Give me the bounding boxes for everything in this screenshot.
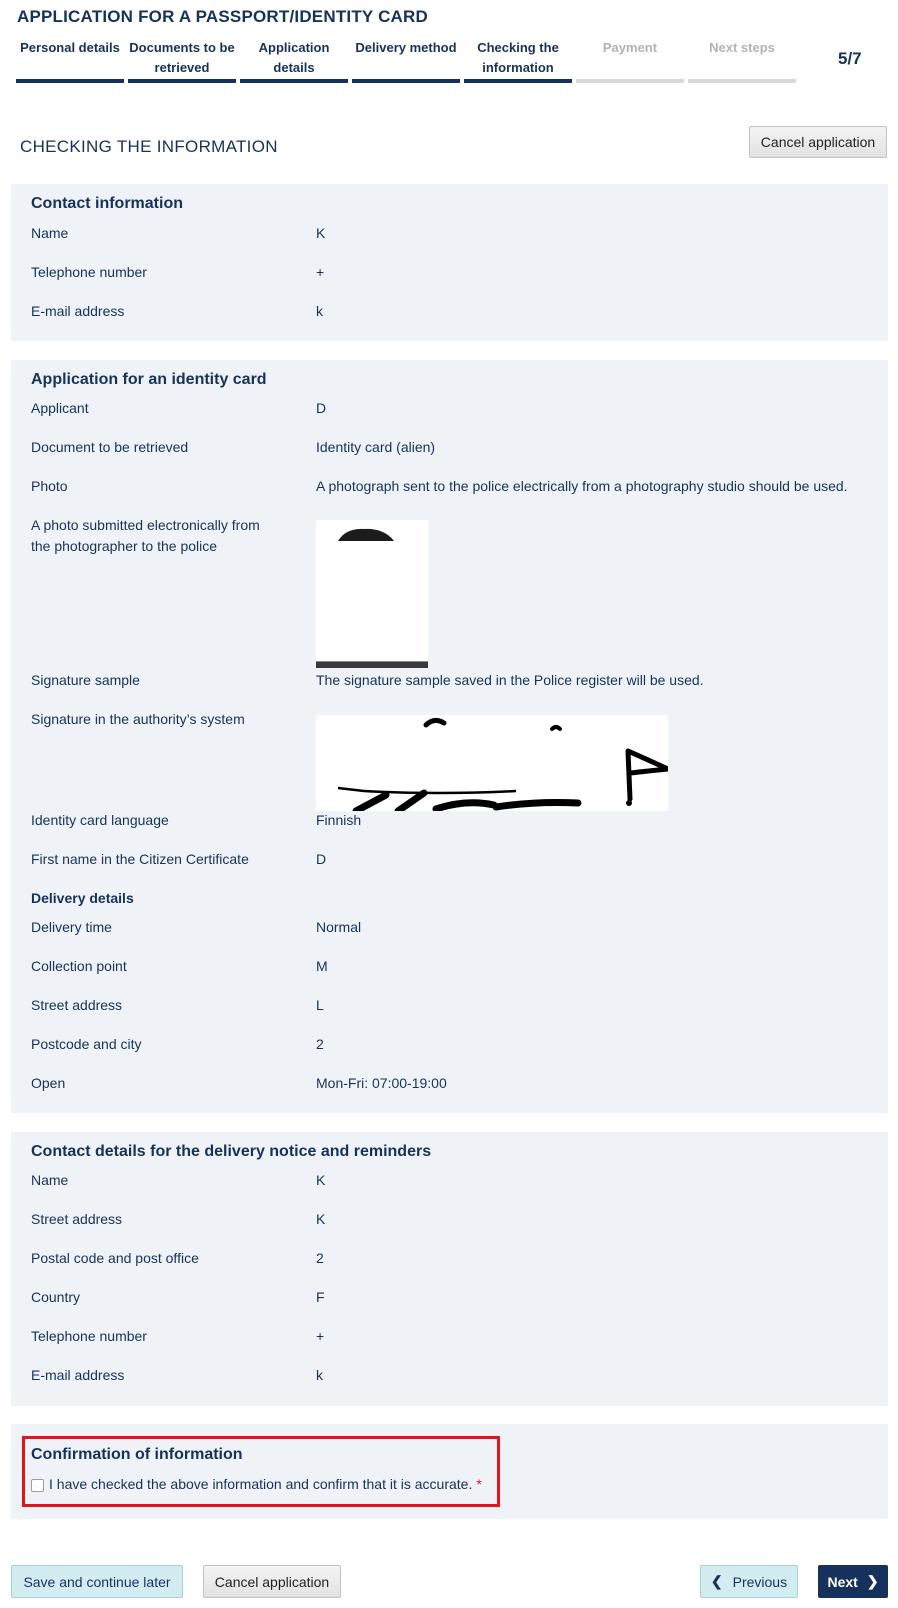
row-label: Postal code and post office <box>31 1250 199 1266</box>
cancel-application-bottom-button[interactable]: Cancel application <box>203 1565 341 1598</box>
step-next-steps: Next steps <box>688 38 796 83</box>
contact-information-section <box>11 184 888 341</box>
first-name-value: D <box>316 851 327 867</box>
delivery-time-label: Delivery time <box>31 919 112 935</box>
row-label: Telephone number <box>31 1328 147 1344</box>
row-value: k <box>316 1367 323 1383</box>
step-personal-details[interactable]: Personal details <box>16 38 124 83</box>
first-name-label: First name in the Citizen Certificate <box>31 851 249 867</box>
signature-image <box>316 715 668 811</box>
collection-point-label: Collection point <box>31 958 127 974</box>
applicant-photo <box>316 520 428 668</box>
delivery-notice-section <box>11 1132 888 1406</box>
row-label: E-mail address <box>31 303 125 319</box>
signature-sample-value: The signature sample saved in the Police register will be used. <box>316 672 704 688</box>
section-title: Contact information <box>31 195 183 212</box>
row-label: E-mail address <box>31 1367 125 1383</box>
row-label: Telephone number <box>31 264 147 280</box>
row-value: + <box>316 1328 325 1344</box>
document-label: Document to be retrieved <box>31 439 189 455</box>
street-address-label: Street address <box>31 997 123 1013</box>
cancel-application-button[interactable]: Cancel application <box>749 126 887 158</box>
step-documents[interactable]: Documents to be retrieved <box>128 38 236 83</box>
row-value: F <box>316 1289 325 1305</box>
save-continue-later-button[interactable]: Save and continue later <box>11 1565 183 1598</box>
opening-hours-label: Open <box>31 1075 66 1091</box>
application-section <box>11 360 888 1113</box>
page-heading: CHECKING THE INFORMATION <box>20 137 278 156</box>
language-label: Identity card language <box>31 812 169 828</box>
postcode-city-value: 2 <box>316 1036 324 1052</box>
document-value: Identity card (alien) <box>316 439 436 455</box>
row-value: + <box>316 264 325 280</box>
signature-system-label: Signature in the authority’s system <box>31 711 245 727</box>
step-application-details[interactable]: Application details <box>240 38 348 83</box>
applicant-label: Applicant <box>31 400 89 416</box>
photo-value: A photograph sent to the police electrically from a photography studio should be used. <box>316 478 848 494</box>
confirm-text[interactable] <box>49 1476 482 1492</box>
confirmation-highlight <box>22 1436 500 1507</box>
row-value: k <box>316 303 323 319</box>
next-label: Next <box>827 1573 858 1590</box>
chevron-right-icon: ❯ <box>866 1573 879 1589</box>
confirmation-title: Confirmation of information <box>31 1446 243 1463</box>
row-label: Name <box>31 1172 69 1188</box>
street-address-value: L <box>316 997 324 1013</box>
chevron-left-icon: ❮ <box>710 1573 723 1589</box>
row-value: K <box>316 225 326 241</box>
row-value: K <box>316 1172 326 1188</box>
step-counter: 5/7 <box>838 49 862 68</box>
step-checking-information[interactable]: Checking the information <box>464 38 572 83</box>
opening-hours-value: Mon-Fri: 07:00-19:00 <box>316 1075 447 1091</box>
row-label: Country <box>31 1289 81 1305</box>
row-label: Name <box>31 225 69 241</box>
step-delivery-method[interactable]: Delivery method <box>352 38 460 83</box>
photo-label: Photo <box>31 478 68 494</box>
required-mark: * <box>476 1476 482 1492</box>
language-value: Finnish <box>316 812 362 828</box>
row-value: K <box>316 1211 326 1227</box>
confirm-checkbox[interactable] <box>31 1479 44 1492</box>
previous-label: Previous <box>732 1573 788 1590</box>
signature-sample-label: Signature sample <box>31 672 140 688</box>
collection-point-value: M <box>316 958 328 974</box>
delivery-time-value: Normal <box>316 919 362 935</box>
row-value: 2 <box>316 1250 324 1266</box>
section-title: Application for an identity card <box>31 371 267 388</box>
app-title: APPLICATION FOR A PASSPORT/IDENTITY CARD <box>17 7 428 26</box>
postcode-city-label: Postcode and city <box>31 1036 142 1052</box>
section-title: Contact details for the delivery notice and reminders <box>31 1143 432 1160</box>
step-payment: Payment <box>576 38 684 83</box>
applicant-value: D <box>316 400 327 416</box>
signature-drawing <box>316 715 668 811</box>
delivery-details-title: Delivery details <box>31 890 134 906</box>
confirmation-section <box>11 1424 888 1519</box>
photo-submitted-label: A photo submitted electronically from the photographer to the police <box>31 517 260 554</box>
photo-image <box>316 520 428 668</box>
previous-button[interactable] <box>700 1565 798 1598</box>
row-label: Street address <box>31 1211 123 1227</box>
confirm-text-label: I have checked the above information and confirm that it is accurate. <box>49 1476 473 1492</box>
next-button[interactable] <box>818 1565 888 1598</box>
progress-steps <box>16 38 816 84</box>
